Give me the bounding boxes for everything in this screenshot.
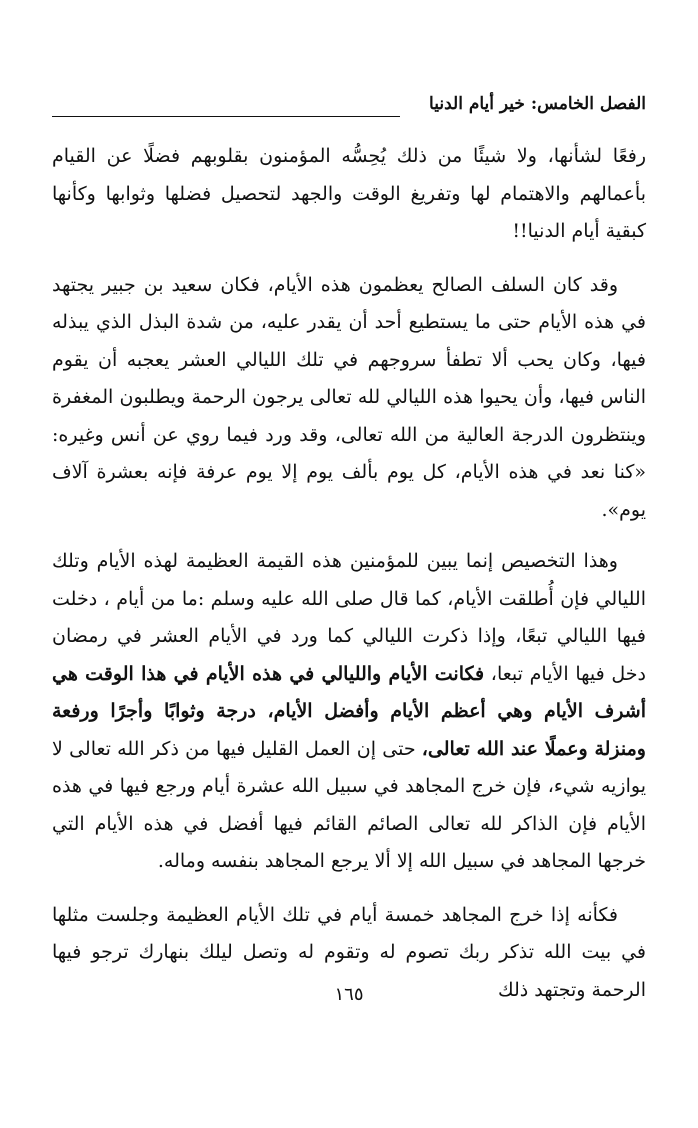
- paragraph-3: [52, 543, 646, 881]
- paragraph-4: فكأنه إذا خرج المجاهد خمسة أيام في تلك الأيام العظيمة وجلست مثلها في بيت الله تذكر ربك تصوم له وتقوم له وتصل ليلك بنهارك ترجو فيها الرحمة وتجتهد ذلك: [52, 903, 646, 1001]
- chapter-title: الفصل الخامس: خير أيام الدنيا: [429, 94, 646, 114]
- header-rule: [52, 116, 400, 117]
- page-number: ١٦٥: [334, 984, 364, 1005]
- paragraph-1: رفعًا لشأنها، ولا شيئًا من ذلك يُحِسُّه المؤمنون بقلوبهم فضلًا عن القيام بأعمالهم والاهتمام لها وتفريغ الوقت والجهد لتحصيل فضلها وثوابها وكأنها كبقية أيام الدنيا!!: [52, 145, 646, 242]
- page-body: [52, 138, 646, 1009]
- running-header: [52, 92, 646, 126]
- paragraph-3-bold-text: فكانت الأيام والليالي في هذه الأيام في هذا الوقت هي أشرف الأيام وهي أعظم الأيام وأفضل الأيام، درجة وثوابًا وأجرًا ورفعة ومنزلة وعملًا عند الله تعالى،: [52, 662, 646, 760]
- paragraph-2: وقد كان السلف الصالح يعظمون هذه الأيام، فكان سعيد بن جبير يجتهد في هذه الأيام حتى ما يستطيع أحد أن يقدر عليه، من شدة البذل الذي يبذله فيها، وكان يحب ألا تطفأ سروجهم في تلك الليالي العشر يعجبه أن يقوم الناس فيها، وأن يحيوا هذه الليالي لله تعالى يرجون الرحمة ويطلبون المغفرة وينتظرون الدرجة العالية من الله تعالى، وقد ورد فيما روي عن أنس وغيره: «كنا نعد في هذه الأيام، كل يوم بألف يوم إلا يوم عرفة فإنه بعشرة آلاف يوم».: [52, 273, 646, 521]
- paragraph-3-text: وهذا التخصيص إنما يبين للمؤمنين هذه القيمة العظيمة لهذه الأيام وتلك الليالي فإن أُطلقت الأيام، كما قال صلى الله عليه وسلم :ما من أيام ، دخلت فيها الليالي تبعًا، وإذا ذكرت الليالي كما ورد في الأيام العشر في رمضان دخل فيها الأيام تبعا،: [52, 550, 646, 685]
- paragraph-3-text-end: حتى إن العمل القليل فيها من ذكر الله تعالى لا يوازيه شيء، فإن خرج المجاهد في سبيل الله عشرة أيام ورجع فيها في هذه الأيام فإن الذاكر لله تعالى الصائم القائم فيها أفضل في هذه الأيام التي خرجها المجاهد في سبيل الله إلا ألا يرجع المجاهد بنفسه وماله.: [52, 737, 646, 872]
